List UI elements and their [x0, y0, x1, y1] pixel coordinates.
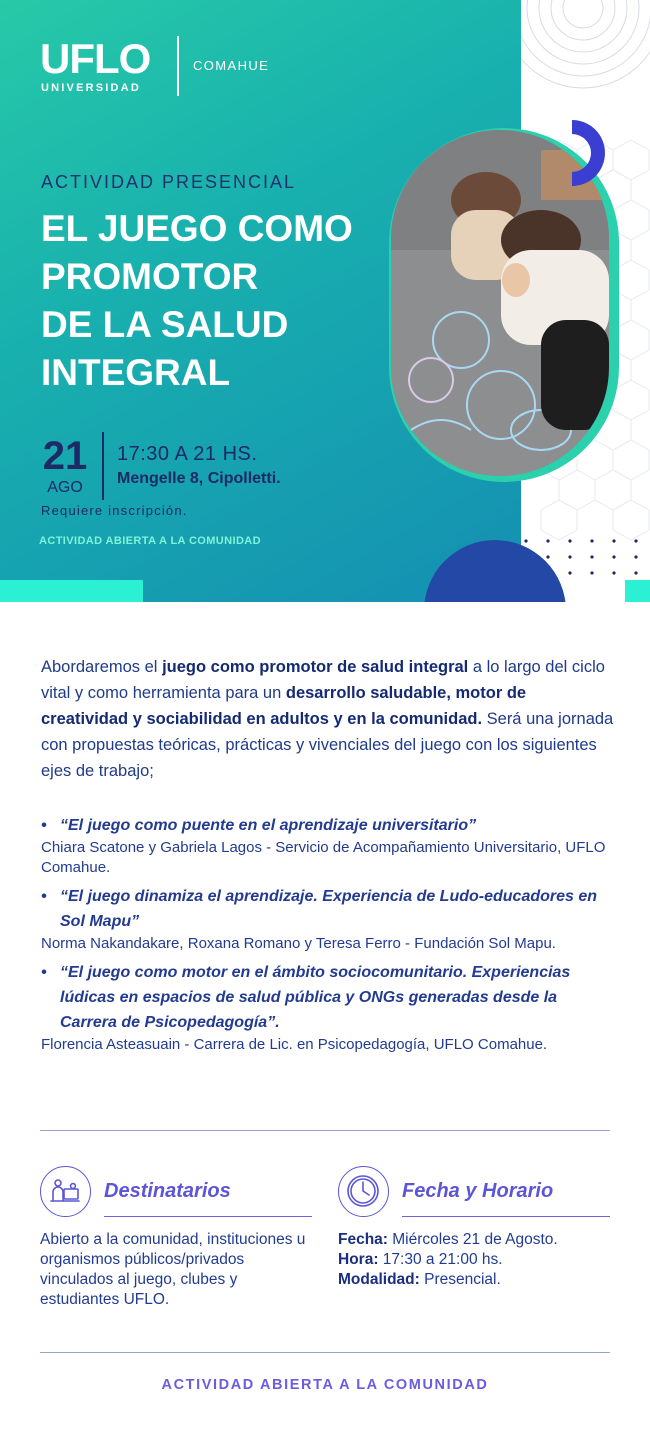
schedule-mode-row	[338, 1270, 610, 1290]
talk-item	[41, 813, 611, 878]
talk-item	[41, 960, 611, 1055]
event-time: 17:30 A 21 HS.	[117, 443, 258, 465]
mint-bar-decoration	[0, 580, 143, 602]
event-title-line: DE LA SALUD	[41, 304, 289, 345]
date-value: Miércoles 21 de Agosto.	[387, 1231, 558, 1248]
event-title-line: PROMOTOR	[41, 256, 259, 297]
event-place: Mengelle 8, Cipolletti.	[117, 470, 281, 487]
mode-label: Modalidad:	[338, 1271, 420, 1288]
logo-divider	[177, 36, 179, 96]
hero-banner	[0, 0, 650, 602]
people-icon	[40, 1166, 91, 1217]
intro-highlight: desarrollo saludable, motor de creatividad y sociabilidad en adultos y en la comunidad.	[41, 684, 527, 728]
logo-subtitle: UNIVERSIDAD	[41, 82, 141, 94]
talk-title-text: “El juego como puente en el aprendizaje universitario”	[60, 817, 477, 834]
talk-item	[41, 884, 611, 954]
date-label: Fecha:	[338, 1231, 388, 1248]
event-title-line: EL JUEGO COMO	[41, 208, 353, 249]
time-value: 17:30 a 21:00 hs.	[378, 1251, 503, 1268]
schedule-time-row	[338, 1250, 610, 1270]
audience-title: Destinatarios	[104, 1180, 231, 1202]
schedule-date-row	[338, 1230, 610, 1250]
audience-text: Abierto a la comunidad, instituciones u organismos públicos/privados vinculados al juego, clubes y estudiantes UFLO.	[40, 1231, 306, 1308]
event-title-line: INTEGRAL	[41, 352, 231, 393]
date-divider	[102, 432, 104, 500]
mint-bar-decoration	[625, 580, 650, 602]
bullet-icon: •	[41, 888, 47, 905]
title-underline	[402, 1216, 610, 1217]
intro-highlight: juego como promotor de salud integral	[162, 658, 469, 676]
talk-speakers: Norma Nakandakare, Roxana Romano y Teresa Ferro - Fundación Sol Mapu.	[41, 935, 556, 952]
uflo-logo	[40, 35, 280, 100]
talk-title	[41, 960, 611, 1035]
intro-text: Será una jornada con propuestas teóricas, prácticas y vivenciales del juego con los siguientes ejes de trabajo;	[41, 710, 614, 780]
talk-title	[41, 884, 611, 934]
clock-icon	[338, 1166, 389, 1217]
schedule-title: Fecha y Horario	[402, 1180, 554, 1202]
event-month: AGO	[47, 479, 83, 496]
event-title	[41, 205, 381, 397]
talk-title-text: “El juego como motor en el ámbito sociocomunitario. Experiencias lúdicas en espacios de salud pública y ONGs generadas desde la Carrera de Psicopedagogía”.	[60, 964, 571, 1031]
talk-speakers: Florencia Asteasuain - Carrera de Lic. en Psicopedagogía, UFLO Comahue.	[41, 1036, 548, 1053]
intro-paragraph	[41, 654, 616, 784]
bullet-icon: •	[41, 964, 47, 981]
mode-value: Presencial.	[419, 1271, 501, 1288]
section-divider	[40, 1352, 610, 1353]
event-day: 21	[42, 434, 88, 478]
bullet-icon: •	[41, 817, 47, 834]
section-divider	[40, 1130, 610, 1131]
logo-campus: COMAHUE	[193, 58, 270, 73]
talks-list	[41, 813, 611, 1061]
open-activity-note: ACTIVIDAD ABIERTA A LA COMUNIDAD	[39, 535, 261, 547]
footer-note: ACTIVIDAD ABIERTA A LA COMUNIDAD	[161, 1377, 489, 1393]
intro-text: Abordaremos el	[41, 658, 163, 676]
purple-arc-decoration	[560, 120, 610, 186]
logo-wordmark: UFLO	[40, 35, 151, 82]
registration-note: Requiere inscripción.	[41, 503, 188, 518]
time-label: Hora:	[338, 1251, 379, 1268]
schedule-details	[338, 1230, 610, 1290]
intro-text: a lo largo del ciclo vital y como herramienta para un	[41, 658, 605, 702]
talk-title	[41, 813, 611, 838]
talk-speakers: Chiara Scatone y Gabriela Lagos - Servicio de Acompañamiento Universitario, UFLO Comahue.	[41, 839, 606, 876]
talk-title-text: “El juego dinamiza el aprendizaje. Experiencia de Ludo-educadores en Sol Mapu”	[60, 888, 598, 930]
title-underline	[104, 1216, 312, 1217]
event-kicker: ACTIVIDAD PRESENCIAL	[41, 172, 297, 192]
